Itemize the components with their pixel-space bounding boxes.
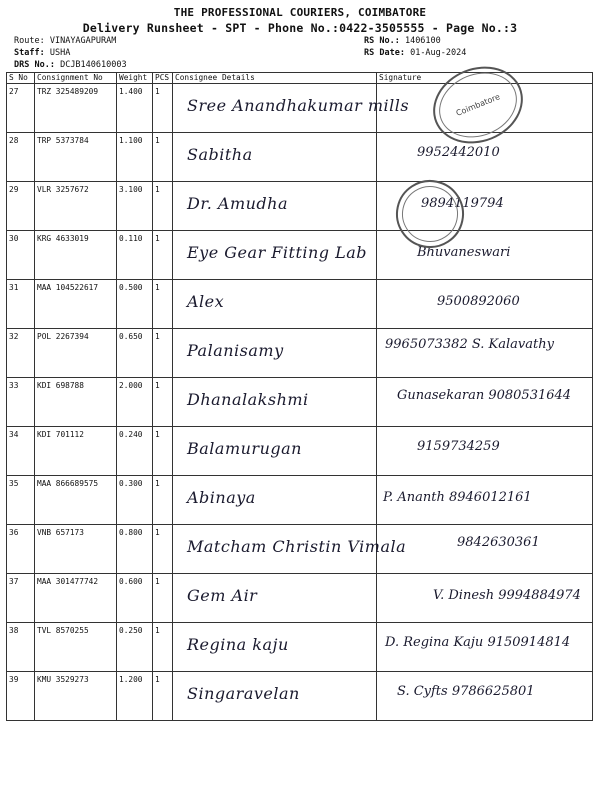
row-consignee-cell	[173, 427, 377, 476]
table-row	[7, 427, 593, 476]
consignee-handwriting: Palanisamy	[187, 341, 284, 360]
row-consignment-no: KDI 698788	[35, 378, 117, 427]
drs-line: DRS No.: DCJB140610003	[14, 60, 127, 70]
row-pcs: 1	[153, 231, 173, 280]
row-signature-cell	[377, 329, 593, 378]
table-row	[7, 476, 593, 525]
signature-handwriting: 9952442010	[417, 145, 500, 160]
row-consignment-no: MAA 866689575	[35, 476, 117, 525]
row-consignment-no: KRG 4633019	[35, 231, 117, 280]
row-weight: 1.200	[117, 672, 153, 721]
row-consignee-cell	[173, 623, 377, 672]
row-consignee-cell	[173, 329, 377, 378]
table-row	[7, 378, 593, 427]
row-consignee-cell	[173, 182, 377, 231]
consignee-handwriting: Regina kaju	[187, 635, 289, 654]
row-signature-cell	[377, 427, 593, 476]
row-weight: 0.300	[117, 476, 153, 525]
row-consignee-cell	[173, 476, 377, 525]
signature-handwriting: S. Cyfts 9786625801	[397, 684, 535, 699]
row-consignment-no: POL 2267394	[35, 329, 117, 378]
route-value: VINAYAGAPURAM	[49, 36, 117, 46]
staff-value: USHA	[49, 48, 71, 58]
table-row	[7, 623, 593, 672]
rs-no-value: 1406100	[404, 36, 441, 46]
row-consignment-no: MAA 104522617	[35, 280, 117, 329]
row-weight: 2.000	[117, 378, 153, 427]
signature-handwriting: P. Ananth 8946012161	[383, 490, 532, 505]
row-consignment-no: KDI 701112	[35, 427, 117, 476]
row-consignee-cell	[173, 525, 407, 574]
consignee-handwriting: Sabitha	[187, 145, 253, 164]
drs-value: DCJB140610003	[60, 60, 127, 70]
row-pcs: 1	[153, 329, 173, 378]
company-title: THE PROFESSIONAL COURIERS, COIMBATORE	[173, 6, 427, 19]
col-weight: Weight	[117, 73, 153, 84]
row-consignee-cell	[173, 280, 377, 329]
row-sno: 30	[7, 231, 35, 280]
signature-handwriting: 9894119794	[421, 196, 504, 211]
signature-handwriting: D. Regina Kaju 9150914814	[385, 635, 571, 650]
row-consignment-no: KMU 3529273	[35, 672, 117, 721]
row-consignee-cell	[173, 231, 377, 280]
row-signature-cell	[377, 476, 593, 525]
row-pcs: 1	[153, 84, 173, 133]
row-sno: 36	[7, 525, 35, 574]
row-sno: 31	[7, 280, 35, 329]
row-sno: 29	[7, 182, 35, 231]
row-signature-cell	[377, 525, 593, 574]
table-row	[7, 280, 593, 329]
delivery-table	[6, 72, 593, 721]
row-signature-cell	[377, 378, 593, 427]
row-signature-cell	[377, 672, 593, 721]
staff-line: Staff: USHA	[14, 48, 71, 58]
consignee-handwriting: Eye Gear Fitting Lab	[187, 243, 368, 262]
row-consignment-no: TVL 8570255	[35, 623, 117, 672]
row-consignee-cell	[173, 672, 377, 721]
col-sno: S No	[7, 73, 35, 84]
row-consignee-cell	[173, 84, 410, 133]
row-sno: 32	[7, 329, 35, 378]
signature-handwriting: Gunasekaran 9080531644	[397, 388, 572, 403]
row-weight: 0.250	[117, 623, 153, 672]
table-row	[7, 672, 593, 721]
row-weight: 3.100	[117, 182, 153, 231]
row-pcs: 1	[153, 378, 173, 427]
row-consignee-cell	[173, 574, 377, 623]
row-pcs: 1	[153, 182, 173, 231]
row-sno: 35	[7, 476, 35, 525]
row-weight: 0.600	[117, 574, 153, 623]
rs-no-line: RS No.: 1406100	[364, 36, 441, 46]
route-line: Route: VINAYAGAPURAM	[14, 36, 117, 46]
signature-handwriting: V. Dinesh 9994884974	[433, 588, 581, 603]
consignee-handwriting: Dhanalakshmi	[187, 390, 309, 409]
row-weight: 0.110	[117, 231, 153, 280]
col-signature: Signature	[377, 73, 593, 84]
row-pcs: 1	[153, 672, 173, 721]
table-row	[7, 329, 593, 378]
row-pcs: 1	[153, 476, 173, 525]
row-weight: 0.240	[117, 427, 153, 476]
signature-handwriting: 9159734259	[417, 439, 500, 454]
row-pcs: 1	[153, 280, 173, 329]
rs-date-line: RS Date: 01-Aug-2024	[364, 48, 467, 58]
row-pcs: 1	[153, 133, 173, 182]
row-pcs: 1	[153, 525, 173, 574]
row-sno: 34	[7, 427, 35, 476]
row-consignment-no: MAA 301477742	[35, 574, 117, 623]
row-sno: 37	[7, 574, 35, 623]
col-pcs: PCS	[153, 73, 173, 84]
signature-handwriting: 9965073382 S. Kalavathy	[385, 337, 554, 352]
col-consignment: Consignment No	[35, 73, 117, 84]
row-weight: 0.500	[117, 280, 153, 329]
row-sno: 38	[7, 623, 35, 672]
consignee-handwriting: Abinaya	[187, 488, 256, 507]
consignee-handwriting: Dr. Amudha	[187, 194, 289, 213]
row-sno: 27	[7, 84, 35, 133]
row-pcs: 1	[153, 623, 173, 672]
row-consignee-cell	[173, 133, 377, 182]
table-row	[7, 231, 593, 280]
row-pcs: 1	[153, 427, 173, 476]
row-consignment-no: TRZ 325489209	[35, 84, 117, 133]
row-sno: 39	[7, 672, 35, 721]
table-row	[7, 525, 593, 574]
table-row	[7, 182, 593, 231]
rs-date-value: 01-Aug-2024	[410, 48, 467, 58]
row-consignment-no: TRP 5373784	[35, 133, 117, 182]
consignee-handwriting: Matcham Christin Vimala	[187, 537, 407, 556]
signature-handwriting: Bhuvaneswari	[417, 245, 511, 260]
row-sno: 33	[7, 378, 35, 427]
row-weight: 0.650	[117, 329, 153, 378]
table-row	[7, 133, 593, 182]
signature-handwriting: 9500892060	[437, 294, 520, 309]
consignee-handwriting: Sree Anandhakumar mills	[187, 96, 410, 115]
consignee-handwriting: Balamurugan	[187, 439, 302, 458]
row-signature-cell	[377, 280, 593, 329]
row-signature-cell	[377, 574, 593, 623]
row-weight: 0.800	[117, 525, 153, 574]
row-weight: 1.400	[117, 84, 153, 133]
row-sno: 28	[7, 133, 35, 182]
col-consignee: Consignee Details	[173, 73, 377, 84]
row-consignment-no: VNB 657173	[35, 525, 117, 574]
consignee-handwriting: Gem Air	[187, 586, 258, 605]
consignee-handwriting: Alex	[187, 292, 225, 311]
runsheet-subtitle: Delivery Runsheet - SPT - Phone No.:0422-3505555 - Page No.:3	[82, 21, 518, 35]
row-weight: 1.100	[117, 133, 153, 182]
row-consignment-no: VLR 3257672	[35, 182, 117, 231]
row-pcs: 1	[153, 574, 173, 623]
row-consignee-cell	[173, 378, 377, 427]
row-signature-cell	[377, 623, 593, 672]
signature-handwriting: 9842630361	[457, 535, 540, 550]
table-row	[7, 574, 593, 623]
consignee-handwriting: Singaravelan	[187, 684, 300, 703]
company-seal-stamp: Coimbatore	[421, 53, 534, 156]
